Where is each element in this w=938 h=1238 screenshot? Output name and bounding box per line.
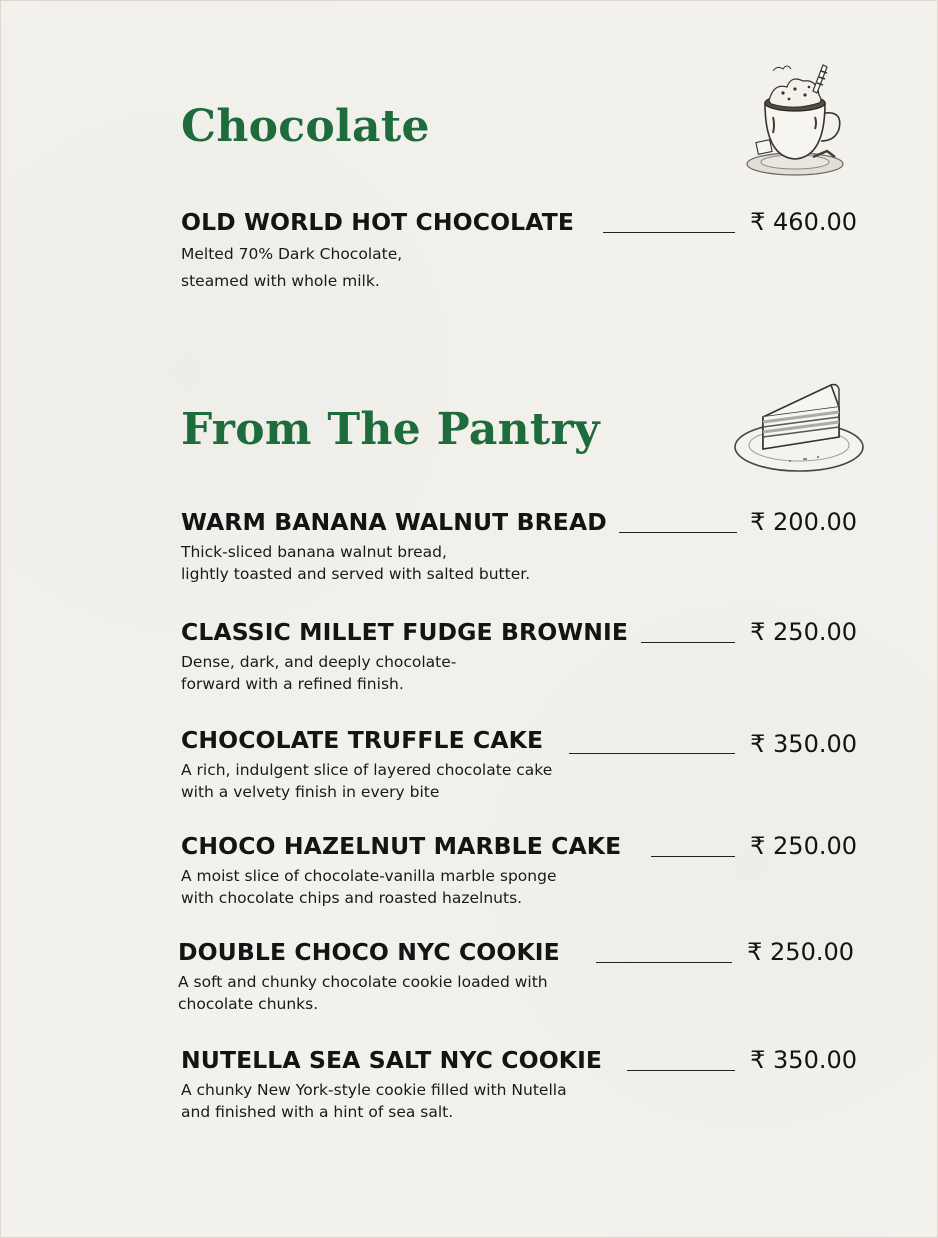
item-name: DOUBLE CHOCO NYC COOKIE bbox=[178, 938, 560, 966]
item-price: ₹ 250.00 bbox=[750, 832, 857, 860]
item-name: CHOCO HAZELNUT MARBLE CAKE bbox=[181, 832, 622, 860]
leader-line bbox=[627, 1070, 735, 1071]
leader-line bbox=[596, 962, 732, 963]
item-description: A rich, indulgent slice of layered chocolate cake with a velvety finish in every bite bbox=[181, 761, 553, 801]
menu-item bbox=[181, 507, 857, 585]
item-name: CHOCOLATE TRUFFLE CAKE bbox=[181, 726, 544, 754]
item-description: A soft and chunky chocolate cookie loaded with chocolate chunks. bbox=[178, 973, 548, 1013]
item-description: A chunky New York-style cookie filled with Nutella and finished with a hint of sea salt. bbox=[181, 1081, 567, 1121]
item-name: NUTELLA SEA SALT NYC COOKIE bbox=[181, 1046, 603, 1074]
item-description: Thick-sliced banana walnut bread, lightly toasted and served with salted butter. bbox=[181, 543, 531, 583]
leader-line bbox=[641, 642, 735, 643]
leader-line bbox=[619, 532, 737, 533]
cake-slice-icon bbox=[733, 377, 869, 477]
menu-item bbox=[181, 725, 857, 803]
item-name: WARM BANANA WALNUT BREAD bbox=[181, 508, 607, 536]
item-price: ₹ 350.00 bbox=[750, 730, 857, 758]
item-name: CLASSIC MILLET FUDGE BROWNIE bbox=[181, 618, 629, 646]
item-description: Dense, dark, and deeply chocolate- forward with a refined finish. bbox=[181, 653, 457, 693]
leader-line bbox=[569, 753, 735, 754]
menu-item bbox=[178, 937, 854, 1015]
item-price: ₹ 350.00 bbox=[750, 1046, 857, 1074]
item-price: ₹ 250.00 bbox=[750, 618, 857, 646]
menu-item bbox=[181, 831, 857, 909]
menu-item bbox=[181, 1045, 857, 1123]
section-title-pantry: From The Pantry bbox=[181, 404, 600, 455]
section-title-chocolate: Chocolate bbox=[181, 101, 430, 152]
item-price: ₹ 200.00 bbox=[750, 508, 857, 536]
leader-line bbox=[651, 856, 735, 857]
item-price: ₹ 460.00 bbox=[750, 208, 857, 236]
menu-item bbox=[181, 207, 857, 295]
item-name: OLD WORLD HOT CHOCOLATE bbox=[181, 208, 574, 236]
item-price: ₹ 250.00 bbox=[747, 938, 854, 966]
leader-line bbox=[603, 232, 735, 233]
menu-item bbox=[181, 617, 857, 695]
item-description: A moist slice of chocolate-vanilla marble sponge with chocolate chips and roasted hazelnuts. bbox=[181, 867, 557, 907]
item-description: Melted 70% Dark Chocolate, steamed with whole milk. bbox=[181, 245, 403, 290]
hot-chocolate-cup-icon bbox=[743, 61, 847, 181]
